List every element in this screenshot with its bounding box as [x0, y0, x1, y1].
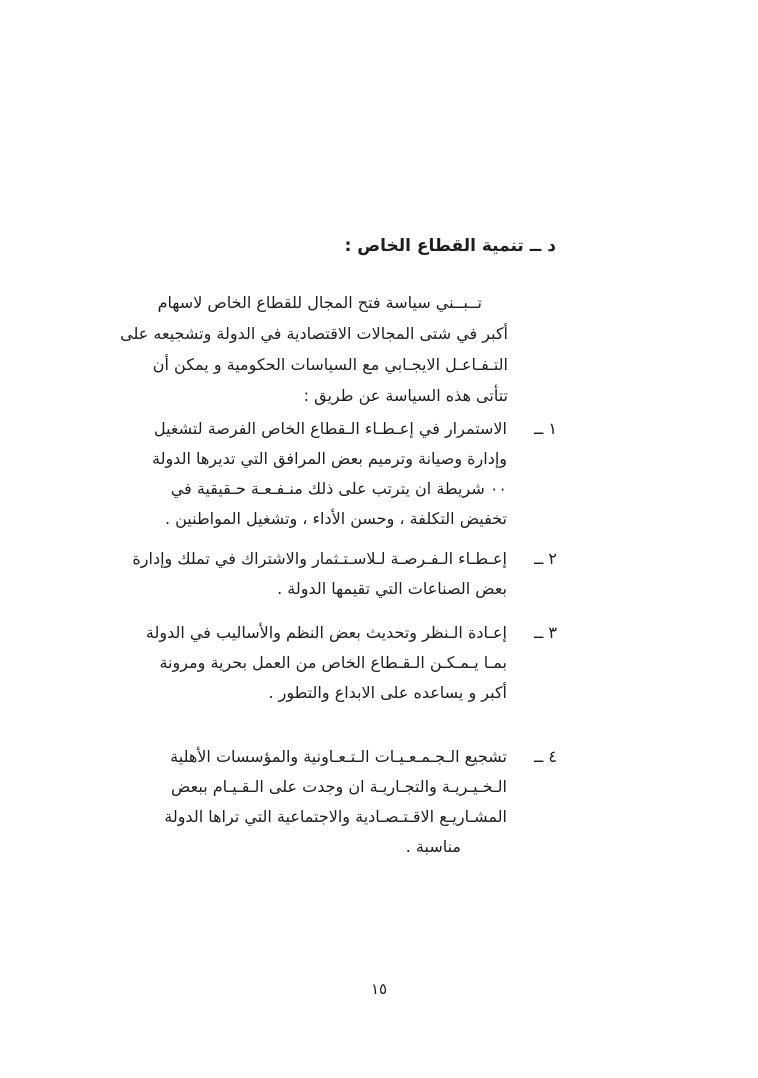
item-line: الـخـيـريـة والتجـاريـة ان وجدت على الـقـيـام ببعض [171, 777, 507, 796]
intro-paragraph [120, 287, 508, 411]
item-line: إعـطـاء الـفـرصـة لـلاسـتـثمار والاشتراك في تملك وإدارة [132, 549, 507, 568]
item-text [146, 618, 507, 708]
item-number-marker: ٢ ــ [533, 549, 557, 568]
item-number-marker: ١ ــ [533, 419, 557, 438]
paragraph-line: أكبر في شتى المجالات الاقتصادية في الدولة وتشجيعه على [120, 324, 508, 343]
item-line: ٠٠ شريطة ان يترتب على ذلك منـفـعـة حـقيقية في [170, 479, 507, 498]
list-item [132, 544, 557, 604]
item-line: وإدارة وصيانة وترميم بعض المرافق التي تديرها الدولة [152, 449, 507, 468]
section-heading: د ــ تنمية القطاع الخاص : [344, 236, 556, 256]
item-line: مناسبة . [405, 837, 461, 856]
item-number-marker: ٣ ــ [533, 623, 557, 642]
paragraph-line: التـفـاعـل الايجـابي مع السياسات الحكومية و يمكن أن [152, 355, 508, 374]
item-line: أكبر و يساعده على الابداع والتطور . [268, 683, 507, 702]
paragraph-line: تتأتى هذه السياسة عن طريق : [303, 386, 508, 405]
item-text [164, 742, 507, 862]
item-text [132, 544, 507, 604]
item-number-marker: ٤ ــ [533, 747, 557, 766]
numbered-list [132, 414, 557, 862]
item-line: تخفيض التكلفة ، وحسن الأداء ، وتشغيل المواطنين . [164, 509, 507, 528]
item-line: بعض الصناعات التي تقيمها الدولة . [277, 579, 507, 598]
item-text [152, 414, 507, 534]
item-line: المشـاريـع الاقـتـصـادية والاجتماعية التي تراها الدولة [164, 807, 507, 826]
list-item [132, 742, 557, 862]
list-item [132, 618, 557, 708]
item-line: بمـا يـمـكـن الـقـطاع الخاص من العمل بحرية ومرونة [159, 653, 507, 672]
paragraph-line: تــبــني سياسة فتح المجال للقطاع الخاص لاسهام [157, 293, 482, 312]
item-line: إعـادة الـنظر وتحديث بعض النظم والأساليب في الدولة [145, 623, 507, 642]
item-line: الاستمرار في إعـطـاء الـقطاع الخاص الفرصة لتشغيل [153, 419, 507, 438]
item-line: تشجيع الـجـمـعـيـات الـتـعـاونية والمؤسسات الأهلية [170, 747, 507, 766]
list-item [132, 414, 557, 534]
page-number: ١٥ [370, 980, 388, 998]
